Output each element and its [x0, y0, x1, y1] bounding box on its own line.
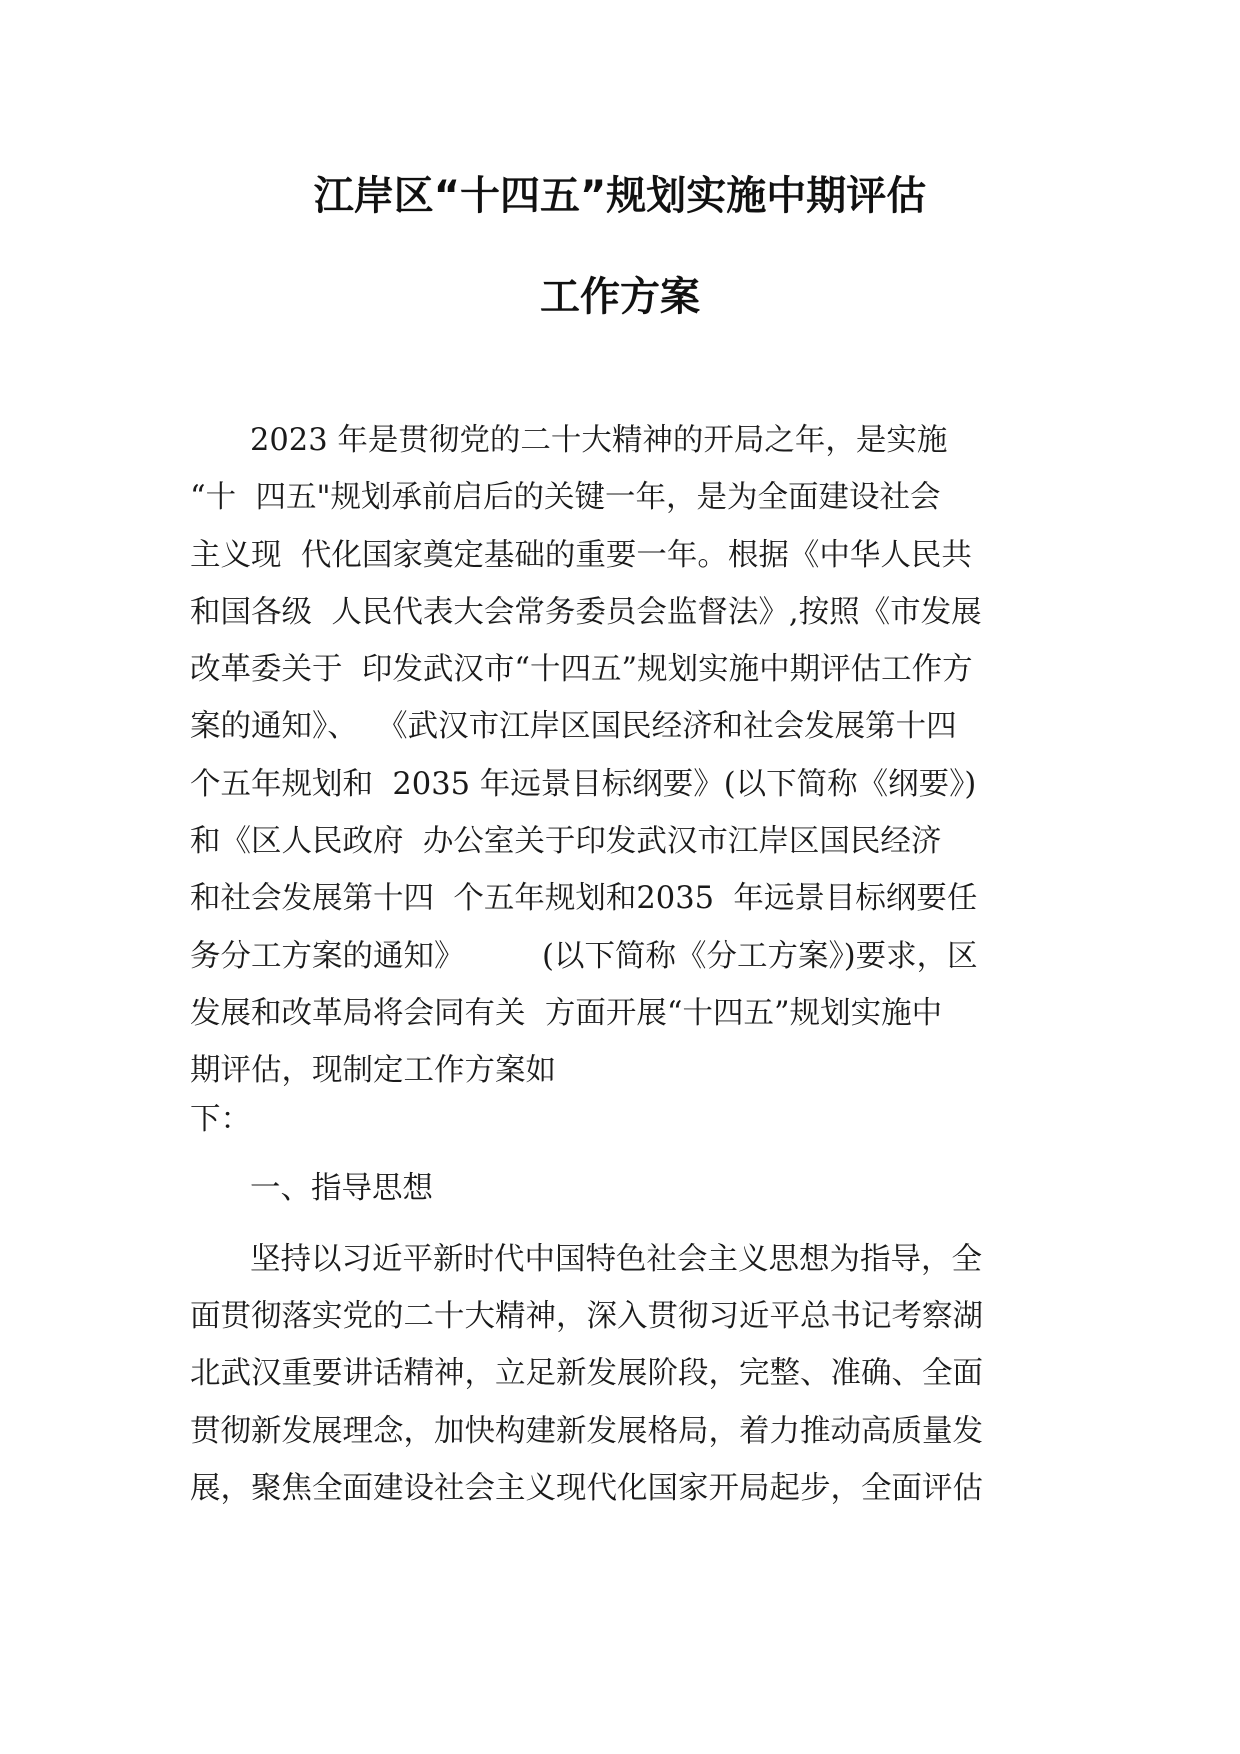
section-line: 面贯彻落实党的二十大精神，深入贯彻习近平总书记考察湖	[190, 1299, 983, 1335]
document-body	[190, 412, 1050, 1517]
section-line: 坚持以习近平新时代中国特色社会主义思想为指导，全	[250, 1241, 982, 1277]
intro-line: 和社会发展第十四 个五年规划和2035 年远景目标纲要任	[190, 881, 978, 917]
intro-line: 下：	[190, 1101, 251, 1137]
intro-line: 2023 年是贯彻党的二十大精神的开局之年，是实施	[250, 423, 948, 458]
intro-line: 主义现 代化国家奠定基础的重要一年。根据《中华人民共	[190, 537, 972, 573]
intro-line: 和国各级 人民代表大会常务委员会监督法》,按照《市发展	[190, 594, 982, 630]
document-title-line-2: 工作方案	[540, 274, 700, 320]
paragraph-gap	[190, 1217, 1050, 1231]
intro-line: 发展和改革局将会同有关 方面开展“十四五”规划实施中	[190, 995, 943, 1031]
document-title-line-1: 江岸区“十四五”规划实施中期评估	[313, 173, 927, 219]
section-line: 北武汉重要讲话精神，立足新发展阶段，完整、准确、全面	[190, 1356, 983, 1392]
intro-line: “十 四五"规划承前启后的关键一年，是为全面建设社会	[190, 480, 941, 516]
intro-line: 务分工方案的通知》 (以下简称《分工方案》)要求，区	[190, 938, 978, 974]
intro-line: 改革委关于 印发武汉市“十四五”规划实施中期评估工作方	[190, 652, 973, 688]
intro-line: 期评估，现制定工作方案如	[190, 1053, 556, 1089]
section-line: 展，聚焦全面建设社会主义现代化国家开局起步，全面评估	[190, 1471, 983, 1507]
intro-line: 和《区人民政府 办公室关于印发武汉市江岸区国民经济	[190, 824, 942, 860]
paragraph-gap	[190, 1140, 1050, 1160]
section-heading: 一、指导思想	[250, 1170, 433, 1206]
intro-line: 案的通知》、 《武汉市江岸区国民经济和社会发展第十四	[190, 709, 957, 745]
section-line: 贯彻新发展理念，加快构建新发展格局，着力推动高质量发	[190, 1413, 983, 1449]
intro-line: 个五年规划和 2035 年远景目标纲要》(以下简称《纲要》)	[190, 766, 977, 802]
